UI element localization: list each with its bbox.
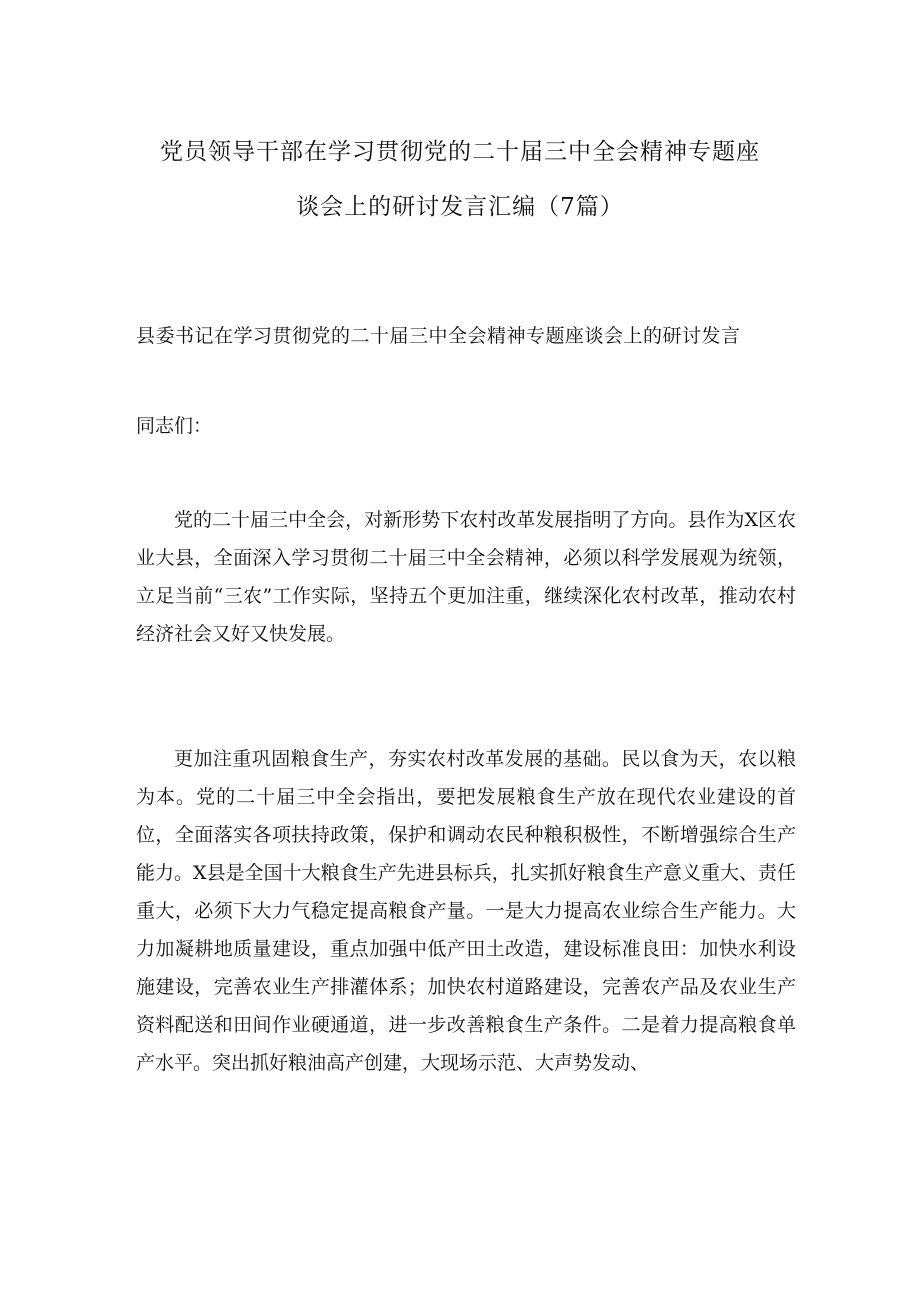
document-title-line-1: 党员领导干部在学习贯彻党的二十届三中全会精神专题座 [160, 139, 760, 165]
body-paragraph-1: 党的二十届三中全会，对新形势下农村改革发展指明了方向。县作为X区农业大县，全面深入学习贯彻二十届三中全会精神，必须以科学发展观为统领，立足当前“三农”工作实际，坚持五个更加注重，继续深化农村改革，推动农村经济社会又好又快发展。 [136, 509, 796, 645]
salutation: 同志们： [136, 415, 213, 437]
section-heading: 县委书记在学习贯彻党的二十届三中全会精神专题座谈会上的研讨发言 [136, 325, 741, 347]
document-title-line-2: 谈会上的研讨发言汇编（7篇） [296, 194, 624, 220]
body-paragraph-2: 更加注重巩固粮食生产，夯实农村改革发展的基础。民以食为天，农以粮为本。党的二十届三中全会指出，要把发展粮食生产放在现代农业建设的首位，全面落实各项扶持政策，保护和调动农民种粮积极性，不断增强综合生产能力。X县是全国十大粮食生产先进县标兵，扎实抓好粮食生产意义重大、责任重大，必须下大力气稳定提高粮食产量。一是大力提高农业综合生产能力。大力加凝耕地质量建设，重点加强中低产田土改造，建设标准良田：加快水利设施建设，完善农业生产排灌体系；加快农村道路建设，完善农产品及农业生产资料配送和田间作业硬通道，进一步改善粮食生产条件。二是着力提高粮食单产水平。突出抓好粮油高产创建，大现场示范、大声势发动、 [136, 748, 796, 1074]
